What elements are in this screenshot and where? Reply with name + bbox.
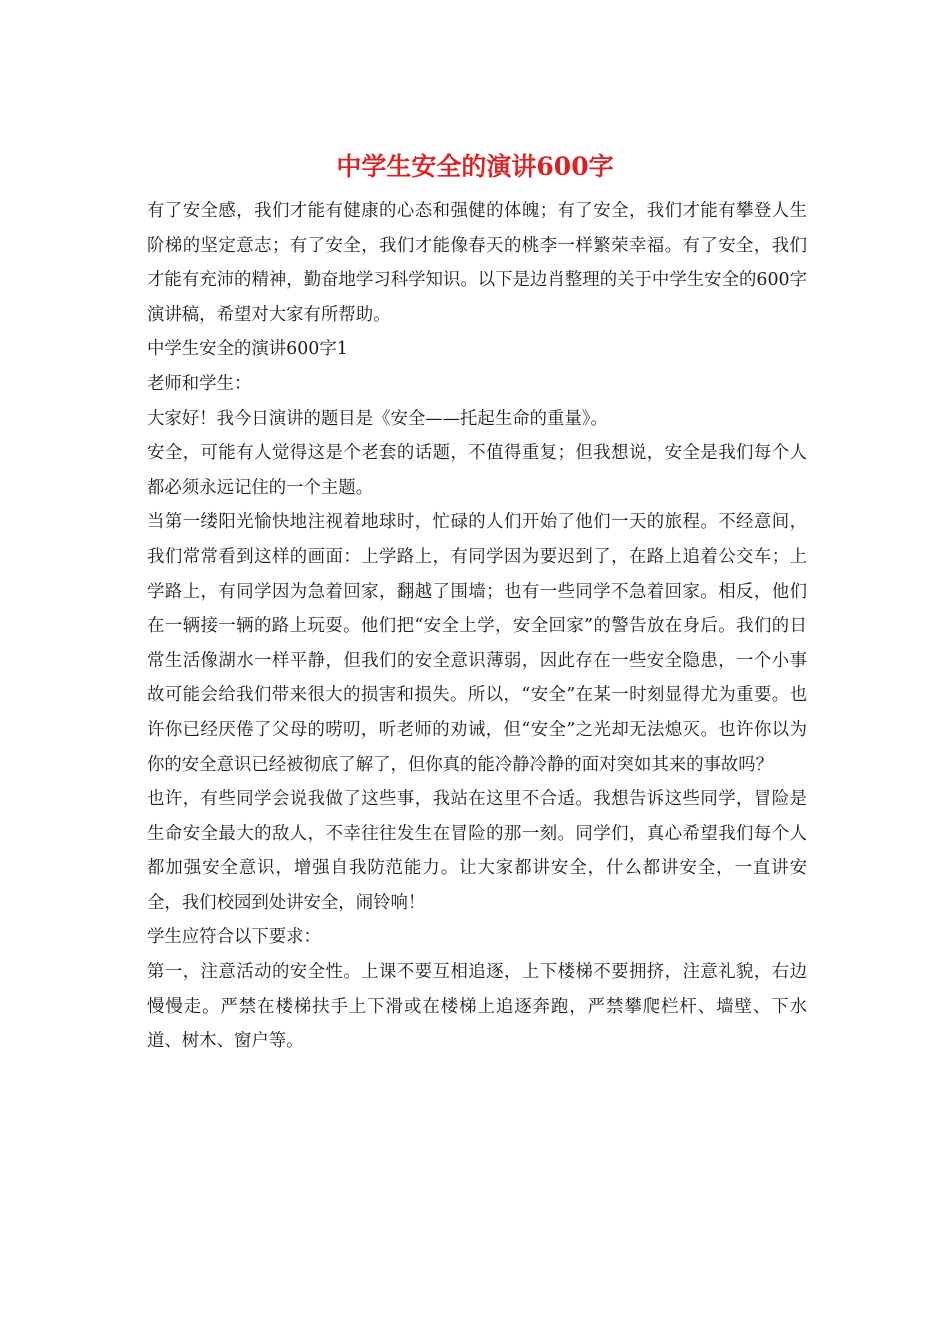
document-title: 中学生安全的演讲600字 xyxy=(336,152,614,181)
paragraph-greeting: 大家好！我今日演讲的题目是《安全——托起生命的重量》。 xyxy=(147,408,608,429)
paragraph-salutation: 老师和学生： xyxy=(147,373,252,394)
paragraph-requirements-intro: 学生应符合以下要求： xyxy=(147,927,321,948)
section-heading: 中学生安全的演讲600字1 xyxy=(147,339,348,360)
paragraph-appeal: 也许，有些同学会说我做了这些事，我站在这里不合适。我想告诉这些同学，冒险是生命安全最大的敌人，不幸往往发生在冒险的那一刻。同学们，真心希望我们每个人都加强安全意识，增强自我防范能力。让大家都讲安全，什么都讲安全，一直讲安全，我们校园到处讲安全，闹铃响！ xyxy=(147,789,807,913)
paragraph-theme: 安全，可能有人觉得这是个老套的话题，不值得重复；但我想说，安全是我们每个人都必须永远记住的一个主题。 xyxy=(147,443,807,498)
paragraph-requirement-1: 第一，注意活动的安全性。上课不要互相追逐，上下楼梯不要拥挤，注意礼貌，右边慢慢走。严禁在楼梯扶手上下滑或在楼梯上追逐奔跑，严禁攀爬栏杆、墙壁、下水道、树木、窗户等。 xyxy=(147,962,807,1052)
document-body xyxy=(147,194,807,1059)
paragraph-intro: 有了安全感，我们才能有健康的心态和强健的体魄；有了安全，我们才能有攀登人生阶梯的坚定意志；有了安全，我们才能像春天的桃李一样繁荣幸福。有了安全，我们才能有充沛的精神，勤奋地学习科学知识。以下是边肖整理的关于中学生安全的600字演讲稿，希望对大家有所帮助。 xyxy=(147,201,807,325)
paragraph-scenes: 当第一缕阳光愉快地注视着地球时，忙碌的人们开始了他们一天的旅程。不经意间，我们常常看到这样的画面：上学路上，有同学因为要迟到了，在路上追着公交车；上学路上，有同学因为急着回家，翻越了围墙；也有一些同学不急着回家。相反，他们在一辆接一辆的路上玩耍。他们把“安全上学，安全回家”的警告放在身后。我们的日常生活像湖水一样平静，但我们的安全意识薄弱，因此存在一些安全隐患，一个小事故可能会给我们带来很大的损害和损失。所以，“安全”在某一时刻显得尤为重要。也许你已经厌倦了父母的唠叨，听老师的劝诫，但“安全”之光却无法熄灭。也许你以为你的安全意识已经被彻底了解了，但你真的能冷静冷静的面对突如其来的事故吗？ xyxy=(147,512,807,775)
